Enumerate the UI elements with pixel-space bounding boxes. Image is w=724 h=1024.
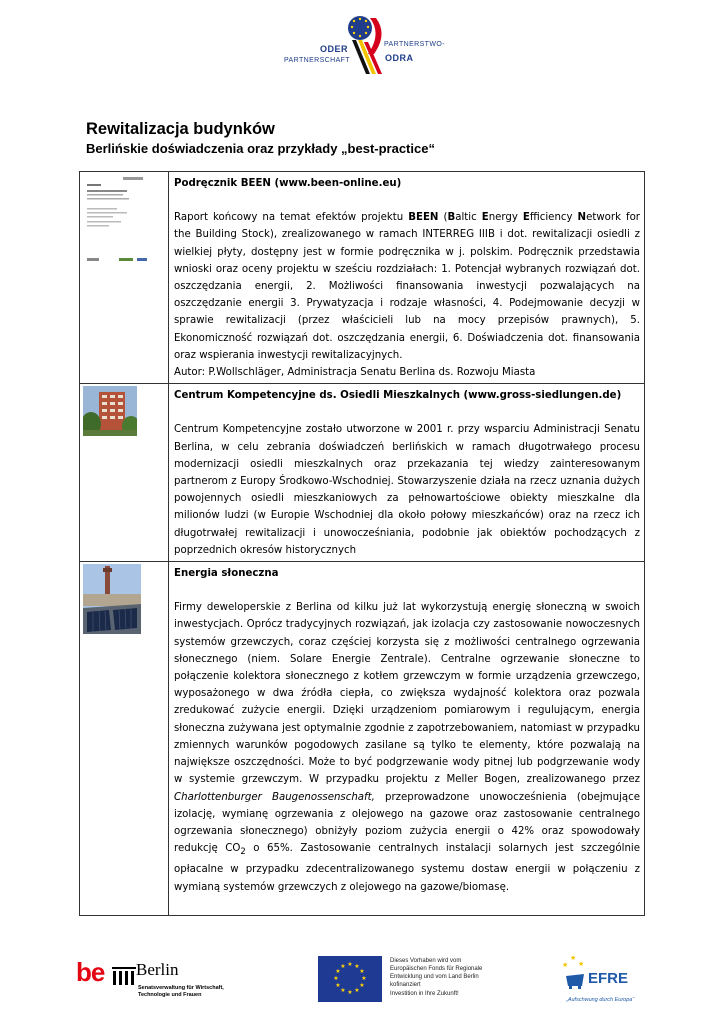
be-logo-text: be bbox=[76, 957, 105, 987]
table-row bbox=[80, 172, 645, 384]
svg-text:★: ★ bbox=[340, 963, 346, 970]
efre-stars-icon bbox=[560, 952, 590, 992]
text-cell bbox=[169, 384, 645, 562]
document-icon bbox=[83, 174, 151, 262]
solar-collectors-photo-icon bbox=[83, 564, 141, 634]
row-author: Autor: P.Wollschläger, Administracja Senatu Berlina ds. Rozwoju Miasta bbox=[174, 367, 536, 379]
logo-odra: ODRA bbox=[385, 53, 414, 63]
image-cell bbox=[80, 562, 169, 916]
page-title: Rewitalizacja budynków bbox=[86, 120, 275, 138]
been-handbook-thumbnail bbox=[83, 174, 151, 262]
svg-text:★: ★ bbox=[578, 960, 585, 968]
eu-funding-text: Dieses Vorhaben wird vom Europäischen Fonds für Regionale Entwicklung und vom Land Berlin kofinanziert bbox=[390, 958, 483, 988]
content-table bbox=[79, 171, 645, 916]
senat-berlin-logo bbox=[76, 957, 236, 1007]
row-heading: Podręcznik BEEN (www.been-online.eu) bbox=[174, 178, 402, 189]
text-cell bbox=[169, 562, 645, 916]
svg-text:★: ★ bbox=[562, 961, 569, 969]
row-paragraph: Raport końcowy na temat efektów projektu BEEN (Baltic Energy Efficiency Network for the Building Stock), zrealizowanego w ramach INTERREG IIIB i dot. rewitalizacji osiedli z wielkiej płyty, dostępny jest w formie podręcznika w j. polskim. Podręcznik przedstawia wnioski oraz oceny projektu w sześciu rozdziałach: 1. Potencjał wybranych rozwiązań dot. oszczędzania energii, 2. Możliwości finansowania inwestycji pozwalających na oszczędzanie energii 3. Prywatyzacja i rodzaje własności, 4. Podejmowanie decyzji w sprawie rewitalizacji (przez właścicieli lub na mocy przepisów prawnych), 5. Ekonomiczność rozwiązań dot. oszczędzania energii, 6. Doświadczenia dot. finansowania oraz wspierania inwestycji rewitalizacyjnych. bbox=[174, 212, 640, 361]
svg-text:★: ★ bbox=[347, 989, 353, 996]
housing-estate-photo-icon bbox=[83, 386, 137, 436]
logo-oder: ODER bbox=[320, 44, 349, 54]
row-heading: Energia słoneczna bbox=[174, 568, 279, 580]
berlin-bars-icon bbox=[112, 967, 136, 985]
efre-slogan: „Aufschwung durch Europa“ bbox=[566, 997, 635, 1003]
logo-partnerstwo: PARTNERSTWO- bbox=[384, 41, 445, 48]
efre-logo bbox=[560, 952, 640, 1012]
image-cell bbox=[80, 172, 169, 384]
svg-text:★: ★ bbox=[359, 982, 365, 989]
oder-partnerschaft-logo bbox=[282, 14, 445, 76]
svg-text:★: ★ bbox=[354, 987, 360, 994]
eu-flag-icon bbox=[318, 956, 382, 1002]
svg-text:★: ★ bbox=[570, 954, 577, 962]
svg-text:★: ★ bbox=[354, 963, 360, 970]
svg-text:★: ★ bbox=[359, 968, 365, 975]
svg-text:★: ★ bbox=[335, 982, 341, 989]
table-row bbox=[80, 384, 645, 562]
svg-text:★: ★ bbox=[347, 961, 353, 968]
svg-text:★: ★ bbox=[361, 975, 367, 982]
berlin-logo-text: Berlin bbox=[136, 960, 179, 979]
logo-partnerschaft: PARTNERSCHAFT bbox=[284, 57, 351, 64]
image-cell bbox=[80, 384, 169, 562]
svg-text:★: ★ bbox=[340, 987, 346, 994]
senat-text: Senatsverwaltung für Wirtschaft, Technologie und Frauen bbox=[138, 985, 224, 998]
svg-text:★: ★ bbox=[333, 975, 339, 982]
efre-text: EFRE bbox=[588, 970, 629, 987]
row-paragraph: Firmy deweloperskie z Berlina od kilku już lat wykorzystują energię słoneczną w swoich inwestycjach. Oprócz tradycyjnych rozwiązań, jak izolacja czy zastosowanie nowoczesnych systemów grzewczych, coraz częściej korzysta się z możliwości centralnego ogrzewania słonecznego (niem. Solare Energie Zentrale). Centralne ogrzewanie słoneczne to połączenie kolektora słonecznego z kotłem grzewczym w formie urządzenia grzewczego, wyposażonego w dwa źródła ciepła, co zwiększa wydajność kolektora oraz pozwala zredukować zużycie energii. Dzięki urządzeniom pomiarowym i regulującym, energia słoneczna zużywana jest optymalnie zgodnie z zapotrzebowaniem, natomiast w przypadku zmiennych warunków pogodowych zasilane są tylko te elementy, które pozwalają na największe oszczędności. Może to być podgrzewanie wody pitnej lub podgrzewanie wody w systemie grzewczym. W przypadku projektu z Meller Bogen, zrealizowanego przez Charlottenburger Baugenossenschaft, przeprowadzone unowocześnienia (obejmujące izolację, wymianę ogrzewania z olejowego na gazowe oraz zastosowanie centralnego ogrzewania słonecznego) obniżyły poziom zużycia energii o 42% oraz spowodowały redukcję $CO_2$ o 65%. Zastosowanie centralnych instalacji solarnych jest szczególnie opłacalne w przypadku zdecentralizowanego systemu dostaw energii w połączeniu z wymianą systemów grzewczych z olejowego na gazowe/biomasę. bbox=[174, 602, 641, 893]
svg-text:★: ★ bbox=[335, 968, 341, 975]
eu-investment-text: Investition in Ihre Zukunft! bbox=[390, 991, 459, 997]
row-heading: Centrum Kompetencyjne ds. Osiedli Mieszkalnych (www.gross-siedlungen.de) bbox=[174, 390, 622, 402]
page-subtitle: Berlińskie doświadczenia oraz przykłady „best-practice“ bbox=[86, 141, 435, 156]
text-cell bbox=[169, 172, 645, 384]
table-row bbox=[80, 562, 645, 916]
row-paragraph: Centrum Kompetencyjne zostało utworzone w 2001 r. przy wsparciu Administracji Senatu Berlina, w celu zebrania doświadczeń berlińskich w ramach długotrwałego procesu modernizacji osiedli mieszkalnych oraz przekazania tej wiedzy zainteresowanym partnerom z Europy Środkowo-Wschodniej. Stowarzyszenie działa na rzecz uznania dużych powojennych osiedli mieszkaniowych za pełnowartościowe obiekty mieszkalne dla milionów ludzi (w Europie Wschodniej dla około połowy mieszkańców) oraz na rzecz ich długotrwałej rewitalizacji i unowocześniania, podobnie jak obiektów pochodzących z poprzednich okresów historycznych bbox=[174, 424, 640, 556]
